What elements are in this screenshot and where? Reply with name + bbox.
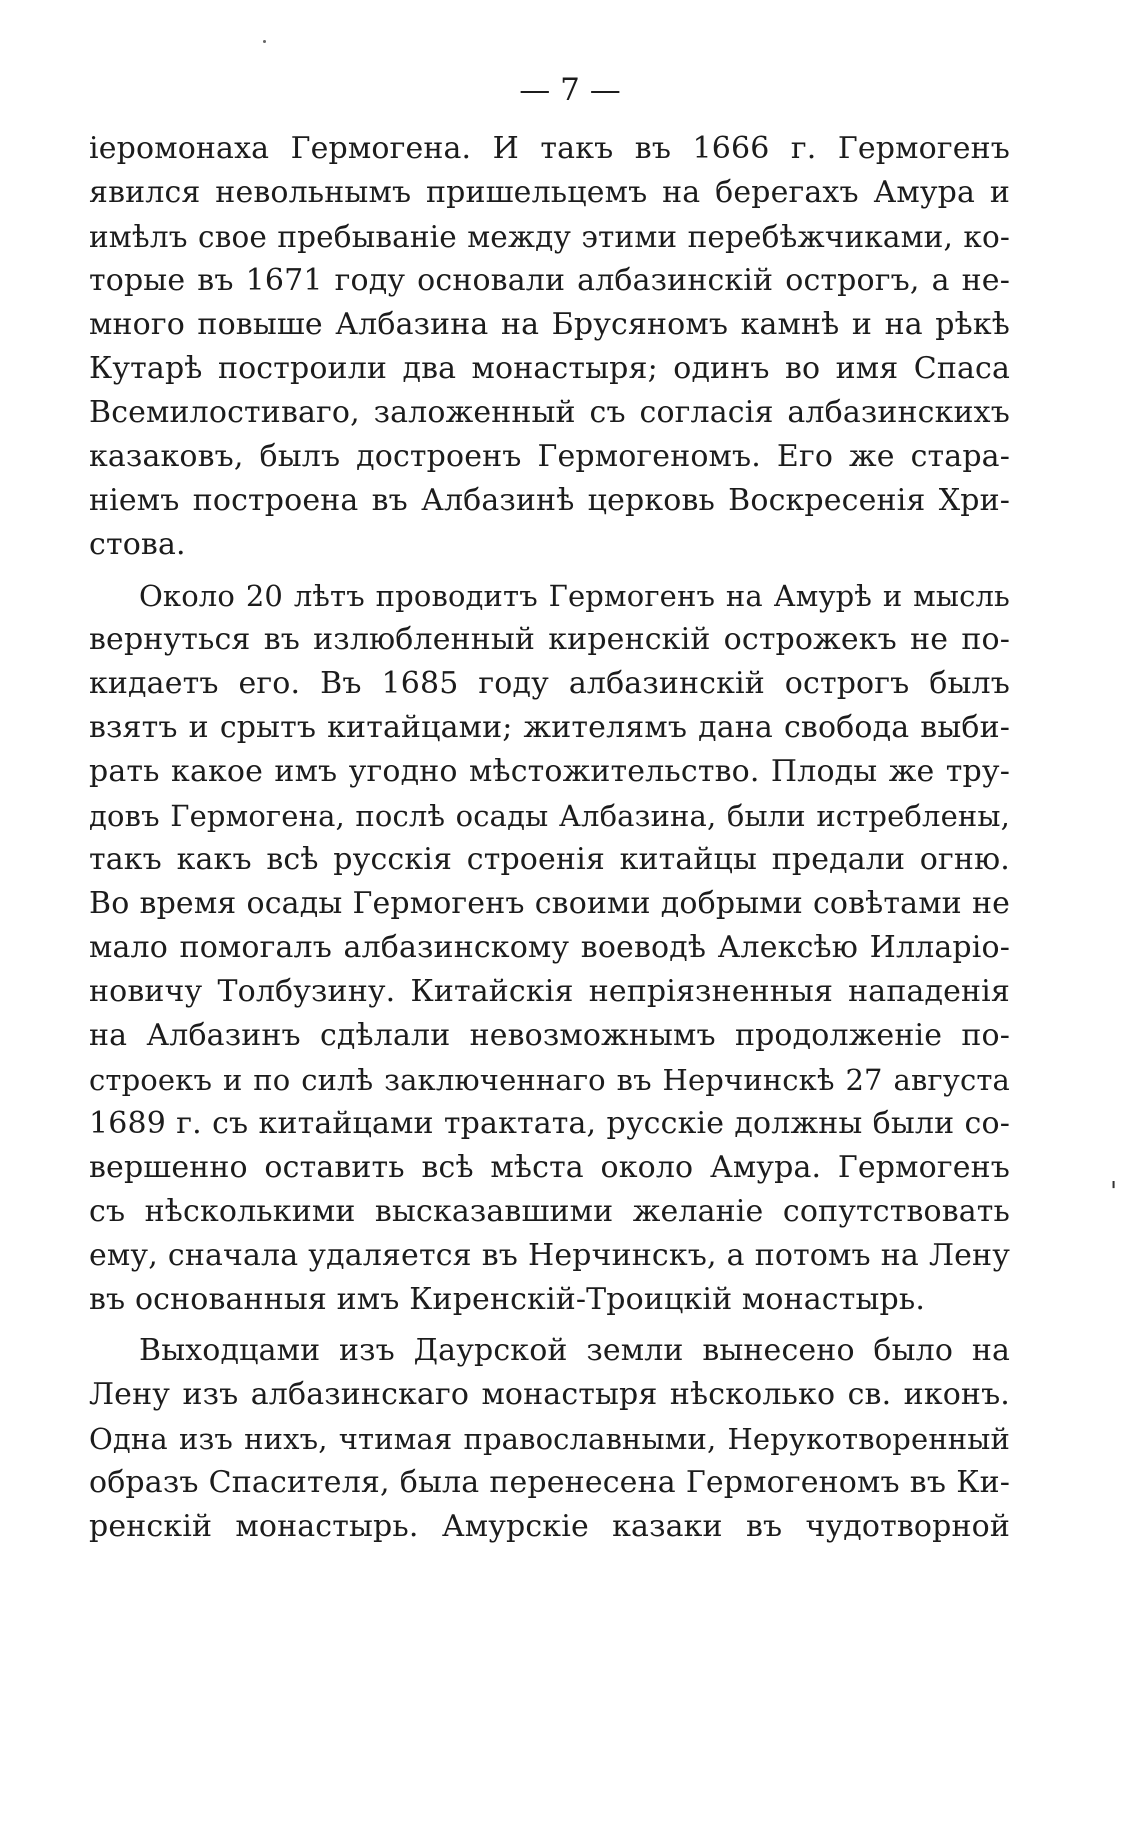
text-line: съ нѣсколькими высказавшими желаніе сопутствовать — [89, 1194, 1010, 1229]
text-line: стова. — [89, 527, 186, 562]
text-line: Кутарѣ построили два монастыря; одинъ во имя Спаса — [89, 351, 1010, 386]
text-line: явился невольнымъ пришельцемъ на берегахъ Амура и — [89, 175, 1010, 210]
body-text — [89, 127, 1010, 1549]
text-line: мало помогалъ албазинскому воеводѣ Алексѣю Илларіо- — [89, 930, 1010, 965]
text-line: новичу Толбузину. Китайскія непріязненныя нападенія — [89, 974, 1010, 1009]
text-line: 1689 г. съ китайцами трактата, русскіе должны были со- — [89, 1106, 1010, 1141]
page-number — [0, 70, 1140, 110]
text-line: іеромонаха Гермогена. И такъ въ 1666 г. Гермогенъ — [89, 131, 1010, 166]
text-line: вершенно оставить всѣ мѣста около Амура. Гермогенъ — [89, 1150, 1010, 1185]
text-line: ніемъ построена въ Албазинѣ церковь Воскресенія Хри- — [89, 483, 1010, 518]
text-line: такъ какъ всѣ русскія строенія китайцы предали огню. — [89, 842, 1010, 877]
text-line: образъ Спасителя, была перенесена Гермогеномъ въ Ки- — [89, 1465, 1010, 1500]
text-line: Выходцами изъ Даурской земли вынесено было на — [139, 1333, 1010, 1368]
text-line: на Албазинъ сдѣлали невозможнымъ продолженіе по- — [89, 1018, 1010, 1053]
text-line: имѣлъ свое пребываніе между этими перебѣжчиками, ко- — [89, 220, 1010, 254]
text-line: казаковъ, былъ достроенъ Гермогеномъ. Его же стара- — [89, 439, 1010, 474]
paragraph-1 — [89, 127, 1010, 567]
text-line: Во время осады Гермогенъ своими добрыми совѣтами не — [89, 886, 1010, 921]
text-line: довъ Гермогена, послѣ осады Албазина, были истреблены, — [89, 799, 1010, 833]
text-line: ренскій монастырь. Амурскіе казаки въ чудотворной — [89, 1509, 1010, 1544]
text-line: Всемилостиваго, заложенный съ согласія албазинскихъ — [89, 395, 1010, 430]
text-line: торые въ 1671 году основали албазинскій острогъ, а не- — [89, 263, 1010, 298]
text-line: Лену изъ албазинскаго монастыря нѣсколько св. иконъ. — [89, 1377, 1010, 1412]
margin-mark: ' — [1110, 1177, 1118, 1207]
text-line: Одна изъ нихъ, чтимая православными, Нерукотворенный — [89, 1422, 1010, 1456]
text-line: въ основанныя имъ Киренскій-Троицкій монастырь. — [89, 1282, 926, 1317]
text-line: строекъ и по силѣ заключеннаго въ Нерчинскѣ 27 августа — [89, 1063, 1010, 1097]
text-line: кидаетъ его. Въ 1685 году албазинскій острогъ былъ — [89, 666, 1010, 701]
paragraph-3 — [89, 1329, 1010, 1549]
text-line: рать какое имъ угодно мѣстожительство. Плоды же тру- — [89, 754, 1010, 789]
text-line: взятъ и срытъ китайцами; жителямъ дана свобода выби- — [89, 710, 1010, 745]
text-line: много повыше Албазина на Брусяномъ камнѣ и на рѣкѣ — [89, 307, 1010, 342]
paragraph-2 — [89, 574, 1010, 1322]
page-number-text: — 7 — — [519, 72, 621, 108]
text-line: ему, сначала удаляется въ Нерчинскъ, а потомъ на Лену — [89, 1238, 1010, 1273]
text-line: Около 20 лѣтъ проводитъ Гермогенъ на Амурѣ и мысль — [139, 579, 1010, 613]
speck-mark — [263, 40, 266, 43]
text-line: вернуться въ излюбленный киренскій острожекъ не по- — [89, 622, 1010, 657]
